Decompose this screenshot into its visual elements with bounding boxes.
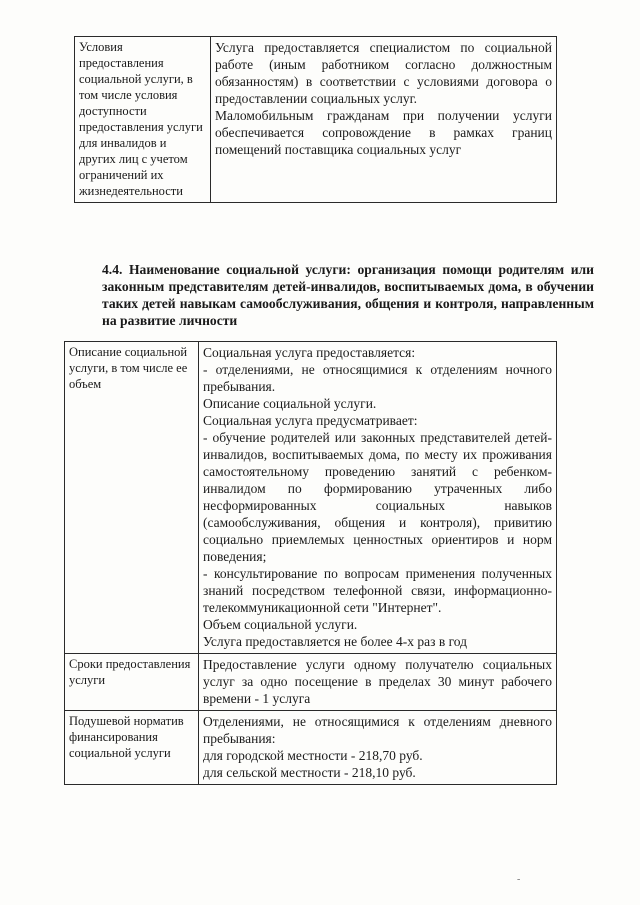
section-heading [74,261,594,329]
page-mark: - [517,874,521,885]
funding-paragraph: Отделениями, не относящимися к отделениям дневного пребывания: [203,714,552,746]
description-paragraph: Объем социальной услуги. [203,617,358,632]
description-paragraph: Социальная услуга предоставляется: [203,345,416,360]
terms-value [199,654,557,711]
funding-paragraph: для сельской местности - 218,10 руб. [203,765,416,780]
conditions-paragraph: Услуга предоставляется специалистом по социальной работе (иным работником согласно должностным обязанностям) в соответствии с условиями договора о предоставлении социальных услуг. [215,40,552,106]
conditions-value [211,37,557,203]
terms-paragraph: Предоставление услуги одному получателю социальных услуг за одно посещение в пределах 30 минут рабочего времени - 1 услуга [203,657,552,706]
service-table [64,341,557,785]
description-label: Описание социальной услуги, в том числе ее объем [65,342,199,654]
description-paragraph: Услуга предоставляется не более 4-х раз в год [203,634,468,649]
description-paragraph: Описание социальной услуги. [203,396,377,411]
description-paragraph: Социальная услуга предусматривает: [203,413,418,428]
funding-value [199,711,557,785]
conditions-table [74,36,557,203]
table-row [65,711,557,785]
funding-label: Подушевой норматив финансирования социальной услуги [65,711,199,785]
description-paragraph: - консультирование по вопросам применения полученных знаний посредством телефонной связи, информационно-телекоммуникационной сети "Интернет". [203,566,552,615]
table-row [75,37,557,203]
description-value [199,342,557,654]
conditions-paragraph: Маломобильным гражданам при получении услуги обеспечивается сопровождение в рамках границ помещений поставщика социальных услуг [215,108,552,157]
table-row [65,654,557,711]
description-paragraph: - обучение родителей или законных представителей детей-инвалидов, воспитываемых дома, по месту их проживания самостоятельному проведению занятий с ребенком-инвалидом по формированию утраченных либо несформированных социальных навыков (самообслуживания, общения и контроля), привитию социально приемлемых ценностных ориентиров и норм поведения; [203,430,552,564]
description-paragraph: - отделениями, не относящимися к отделениям ночного пребывания. [203,362,552,394]
terms-label: Сроки предоставления услуги [65,654,199,711]
conditions-label: Условия предоставления социальной услуги, в том числе условия доступности предоставления услуги для инвалидов и других лиц с учетом ограничений их жизнедеятельности [75,37,211,203]
table-row [65,342,557,654]
section-title: 4.4. Наименование социальной услуги: организация помощи родителям или законным представителям детей-инвалидов, воспитываемых дома, в обучении таких детей навыкам самообслуживания, общения и контроля, направленным на развитие личности [102,262,594,328]
funding-paragraph: для городской местности - 218,70 руб. [203,748,423,763]
